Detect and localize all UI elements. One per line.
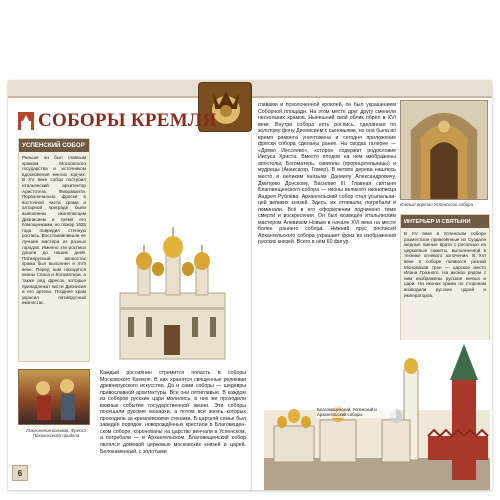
sidebar-text: Раньше он был главным храмом Московского государства и источником вдохновения многих зодчих. В XV веке собор построил итальянский архитектор Аристотель Фиораванти. Первоначально фрески в восточной части храма и алтарной преграде были выполнены иконописцем Дионисием и тремя его помощниками, но пожар 1626 года повредил стенную роспись. Восстанавливали ее лучшие мастера из разных городов. Именно эти росписи дошли до наших дней. Пятиярусный иконостас храма был выполнен в XVII веке. Перед ним находятся иконы Спаса и Богоматери, а также ряд фресок, которые принадлежат кисти Дионисия и его артели. Позднее храм украсил пятиярусный иконостас. <box>22 155 86 306</box>
page-number: 6 <box>12 465 28 481</box>
top-band-right <box>252 80 492 98</box>
center-body-text: Каждый россиянин стремится попасть в соборы Московского Кремля. В них хранятся священные реликвии древнерусского искусства. Да и сами соборы — шедевры православной архитектуры. Все они пятиглавые. В каждом из соборов русские цари молились, в них же проходили важные события государственной жизни. Эти соборы посещали русские монархи, а потом все жизнь которых проходила за кремлёвскими стенами. В царской семье был заведён порядок: новорождённых крестили в Благовещенском соборе, коронованы на царство венчали в Успенском, а погребали — в Архангельском. Благовещенский собор являлся домовой церковью московских князей и царей. Белокаменный, с золотыми <box>100 370 246 455</box>
page-title-row <box>18 110 217 132</box>
uspensky-sidebar <box>18 138 90 362</box>
left-page <box>8 80 252 490</box>
book-spread <box>0 80 500 500</box>
fresco-caption: Поклонение волхвов. Фреска Похвальского придела <box>26 428 86 439</box>
section-label-uspensky: УСПЕНСКИЙ СОБОР <box>19 139 89 152</box>
church-icon <box>18 112 34 130</box>
fresco-image <box>18 369 90 425</box>
portal-caption: Южный портал Успенского собора <box>400 202 473 207</box>
page-title: СОБОРЫ КРЕМЛЯ <box>38 110 217 131</box>
right-body-text: главами и позолоченной кровлей, он был украшением Соборной площади. На этом месте друг другу сменили нескольких храмов. Нынешний свой облик обрёл в XVI веке. Внутри собора есть роспись, сделанная по золотому фону Дионисием с сыновьями, но она была во время ремонта уничтожена и сегодня приложение фрески собора сделаны ранее. На сводах галерее — «Древо Иессеево», которое содержит родословие Иисуса Христа. Вместо плодов на нём изображены апостолы, Богоматерь, сивиллы (прорицательницы) и мудрецы (Анаксагор, Гомер). В ветвях дерева нашлось место и великим князьям Даниилу Александровичу, Дмитрию Донскому, Василию III. Главная святыня Благовещенского собора — иконы великого иконописца Андрея Рублёва. Архангельский собор стал усыпальницей великих князей. Здесь, их отпевали, погребали и поминали. Всё в его оформлении подчинено теме смерти и воскресения. Он был возведён итальянским мастером Алевизом Новым в начале XVI века на месте более раннего собора. Нижний ярус росписей Архангельского собора украшает фриз из изображений русских князей. Всего в нём 60 фигур. <box>258 102 396 246</box>
south-portal-image <box>400 100 488 200</box>
right-page <box>252 80 492 490</box>
cathedrals-caption: Благовещенский, Успенский и Архангельский соборы <box>316 406 396 418</box>
interior-text: В XV веке в Успенском соборе разместили привезённые из Суздаля медные южные врата с росписью на церковные сюжеты, выполненной в технике огневого золочения. В XVI веке в соборе появился резной Мономахов трон — царское место Ивана Грозного. На иконах рядом с ним изображены русские князья и цари. На иконах храма по сторонам возводили русских царей и императоров. <box>404 231 486 298</box>
interior-box <box>400 214 490 342</box>
uspensky-cathedral-image <box>100 215 245 365</box>
section-label-interior: ИНТЕРЬЕР И СВЯТЫНИ <box>401 215 489 228</box>
